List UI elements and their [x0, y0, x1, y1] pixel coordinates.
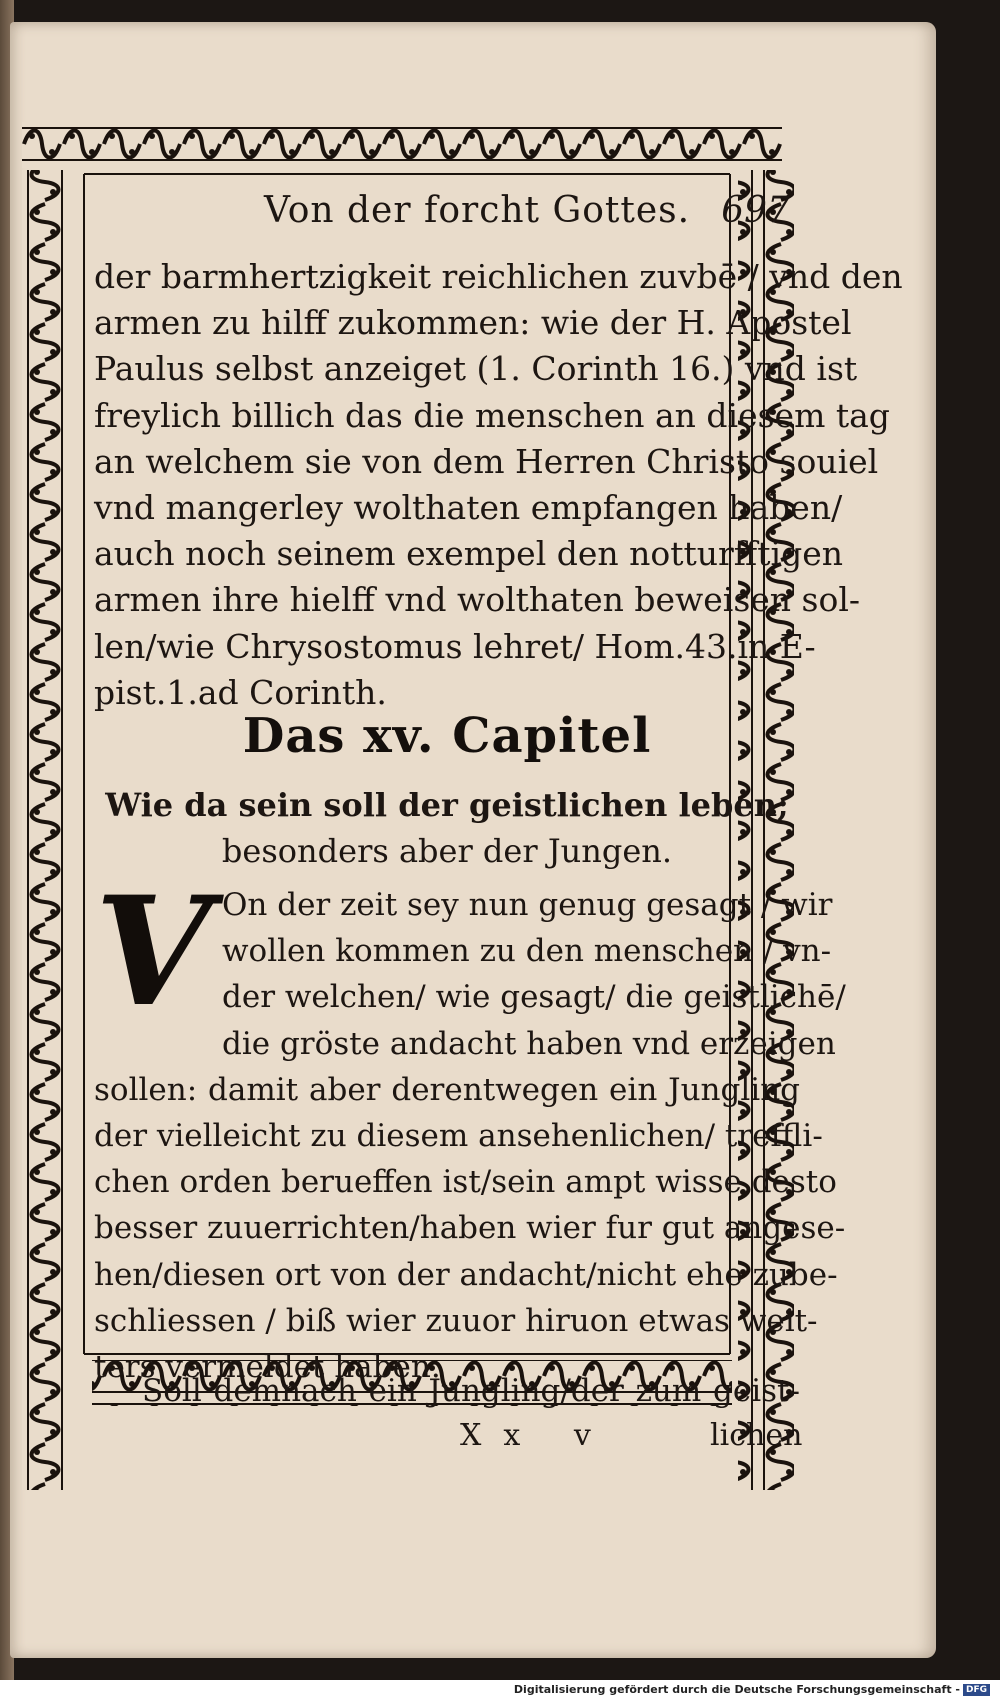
- text-line: On der zeit sey nun genug gesagt / wir: [222, 887, 833, 923]
- credit-text: Digitalisierung gefördert durch die Deutsche Forschungsgemeinschaft -: [513, 1683, 960, 1696]
- page-number: 697: [721, 190, 790, 231]
- text-line: schliessen / biß wier zuuor hiruon etwas weit-: [94, 1302, 818, 1339]
- page-header: [94, 190, 794, 250]
- text-line: len/wie Chrysostomus lehret/ Hom.43.in E-: [94, 626, 816, 666]
- text-line: Soll demnach ein Jungling/der zum geist-: [142, 1373, 800, 1409]
- text-line: sollen: damit aber derentwegen ein Jungling: [94, 1071, 800, 1108]
- chapter-paragraph: [94, 864, 846, 1390]
- digitization-credit: [514, 1683, 990, 1696]
- text-line: hen/diesen ort von der andacht/nicht ehe zube-: [94, 1256, 838, 1293]
- next-paragraph: [94, 1368, 800, 1414]
- chapter-subtitle-line: Wie da sein soll der geistlichen leben;: [105, 786, 789, 824]
- running-title: Von der forcht Gottes.: [264, 190, 691, 231]
- text-line: der welchen/ wie gesagt/ die geistlichē/: [222, 979, 846, 1016]
- paragraph-continued: [94, 254, 903, 716]
- text-line: besser zuuerrichten/haben wier fur gut angese-: [94, 1210, 846, 1247]
- text-line: der barmhertzigkeit reichlichen zuvbē / vnd den: [94, 257, 903, 296]
- chapter-subtitle: [94, 782, 800, 874]
- chapter-subtitle-line: besonders aber der Jungen.: [221, 832, 673, 870]
- text-line: die gröste andacht haben vnd erzeigen: [222, 1025, 836, 1062]
- chapter-title: Das xv. Capitel: [242, 708, 652, 764]
- signature-mark: Xx v: [460, 1418, 613, 1453]
- book-page: [10, 22, 936, 1658]
- dfg-logo: DFG: [963, 1684, 990, 1696]
- text-line: auch noch seinem exempel den notturfftigen: [94, 534, 843, 574]
- decorated-initial: V: [94, 864, 212, 1040]
- text-line: ters vermeldet haben.: [94, 1348, 441, 1385]
- text-line: armen zu hilff zukommen: wie der H. Apostel: [94, 303, 852, 343]
- catchword: lichen: [710, 1418, 803, 1453]
- text-line: der vielleicht zu diesem ansehenlichen/ treffli-: [94, 1117, 823, 1154]
- text-line: pist.1.ad Corinth.: [94, 672, 387, 712]
- text-line: vnd mangerley wolthaten empfangen haben/: [94, 487, 843, 527]
- text-line: freylich billich das die menschen an diesem tag: [94, 395, 890, 435]
- text-line: Paulus selbst anzeiget (1. Corinth 16.) vnd ist: [94, 349, 858, 389]
- text-line: chen orden berueffen ist/sein ampt wisse desto: [94, 1164, 837, 1201]
- text-line: an welchem sie von dem Herren Christo souiel: [94, 441, 879, 481]
- text-line: armen ihre hielff vnd wolthaten beweisen sol-: [94, 580, 861, 620]
- text-line: wollen kommen zu den menschen / vn-: [222, 933, 832, 970]
